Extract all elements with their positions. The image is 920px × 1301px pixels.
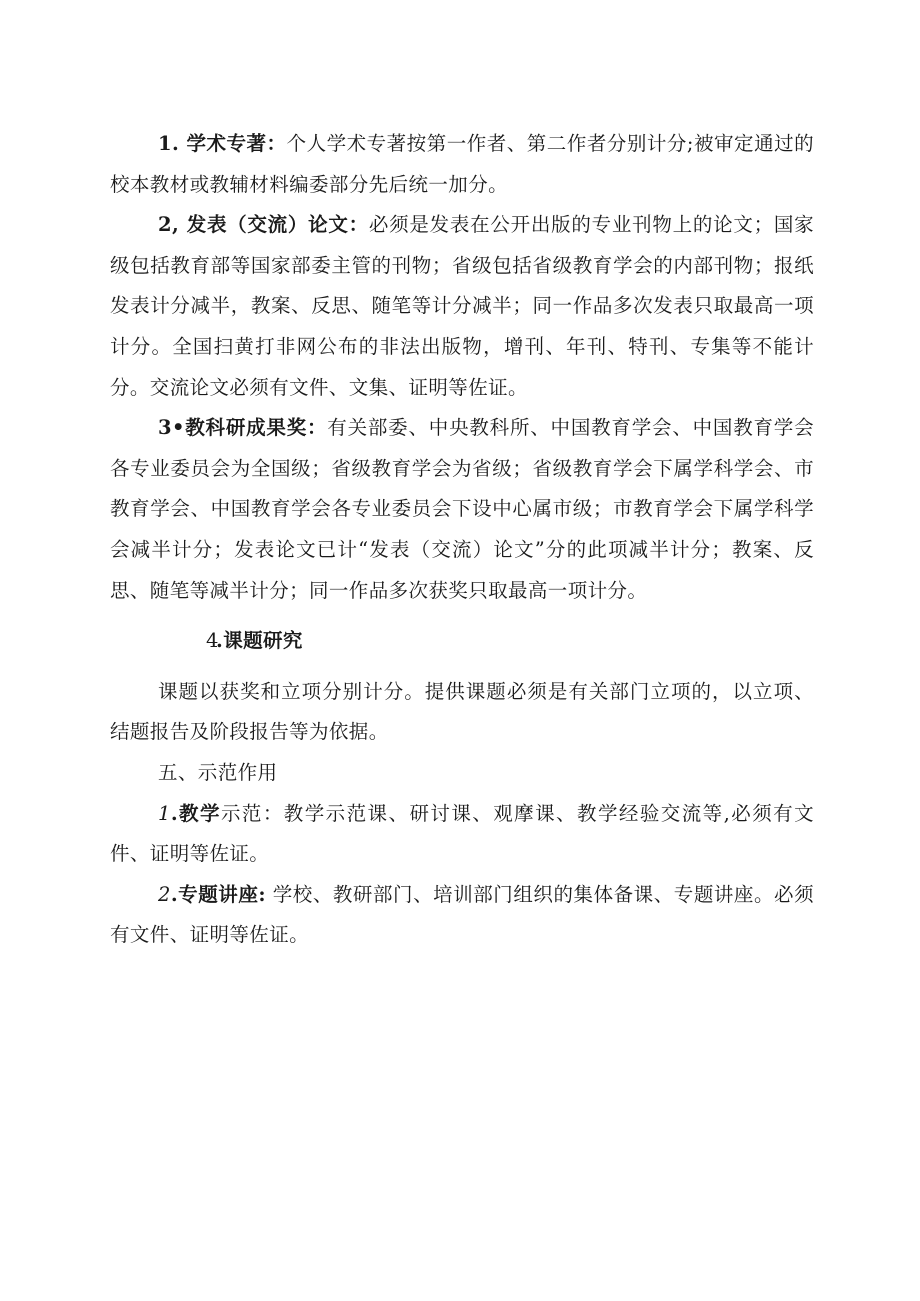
document-page [110,124,814,956]
heading-number: 4 [206,629,219,653]
section-title: 五、示范作用 [158,760,278,784]
paragraph-research-awards [110,408,814,611]
paragraph-lectures [110,875,814,956]
paragraph-teaching-demonstration [110,794,814,875]
paragraph-heading-rest: 示范 [220,801,263,825]
paragraph-text: 有关部委、中央教科所、中国教育学会、中国教育学会各专业委员会为全国级；省级教育学会为省级；省级教育学会下属学科学会、市教育学会、中国教育学会各专业委员会下设中心属市级；市教育学会下属学科学会减半计分；发表论文已计“发表（交流）论文”分的此项减半计分；教案、反思、随笔等减半计分；同一作品多次获奖只取最高一项计分。 [110,416,814,602]
heading-separator: ： [307,416,328,440]
paragraph-heading: .专题讲座: [170,882,266,906]
heading-number: 1 [158,801,171,825]
paragraph-text: 课题以获奖和立项分别计分。提供课题必须是有关部门立项的，以立项、结题报告及阶段报告等为依据。 [110,679,814,744]
paragraph-academic-monograph [110,124,814,205]
paragraph-heading: 1. 学术专著 [158,132,267,155]
paragraph-heading: 3•教科研成果奖 [158,416,307,440]
heading-separator: ： [348,213,369,237]
heading-number: 2 [158,882,171,906]
paragraph-text: 教学示范课、研讨课、观摩课、教学经验交流等,必须有文件、证明等佐证。 [110,801,814,866]
paragraph-project-research-text [110,672,814,753]
heading-separator: ： [262,801,284,825]
paragraph-project-research-heading [110,621,814,662]
paragraph-published-papers [110,205,814,408]
paragraph-heading: 2, 发表（交流）论文 [158,213,349,237]
paragraph-text: 学校、教研部门、培训部门组织的集体备课、专题讲座。必须有文件、证明等佐证。 [110,882,814,947]
section-heading-demonstration [110,753,814,794]
paragraph-text: 个人学术专著按第一作者、第二作者分别计分;被审定通过的校本教材或教辅材料编委部分先后统一加分。 [110,132,815,196]
paragraph-heading: .课题研究 [216,629,303,653]
heading-separator: ： [266,132,287,155]
paragraph-heading: .教学 [170,801,221,825]
paragraph-text: 必须是发表在公开出版的专业刊物上的论文；国家级包括教育部等国家部委主管的刊物；省级包括省级教育学会的内部刊物；报纸发表计分减半，教案、反思、随笔等计分减半；同一作品多次发表只取最高一项计分。全国扫黄打非网公布的非法出版物，增刊、年刊、特刊、专集等不能计分。交流论文必须有文件、文集、证明等佐证。 [110,213,814,399]
